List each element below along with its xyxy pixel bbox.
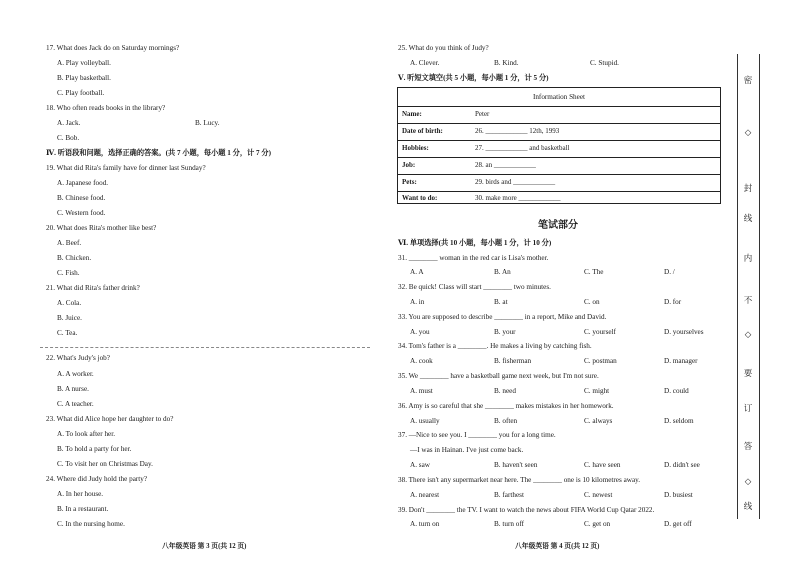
q33-option-b: B. your <box>494 328 516 336</box>
info-value-pets: 29. birds and ____________ <box>475 178 556 186</box>
q37-option-d: D. didn't see <box>664 461 700 469</box>
q34-text: 34. Tom's father is a ________. He makes a living by catching fish. <box>398 342 592 350</box>
q34-option-b: B. fisherman <box>494 357 532 365</box>
q19-option-b: B. Chinese food. <box>57 194 106 202</box>
strip-char: 封 <box>743 184 753 194</box>
q32-option-d: D. for <box>664 298 682 306</box>
q20-option-a: A. Beef. <box>57 239 82 247</box>
section-6-heading: Ⅵ. 单项选择(共 10 小题，每小题 1 分，计 10 分) <box>398 239 552 247</box>
q18-option-a: A. Jack. <box>57 119 81 127</box>
strip-char: 线 <box>743 214 753 224</box>
q20-option-c: C. Fish. <box>57 269 80 277</box>
q35-option-d: D. could <box>664 387 689 395</box>
q33-option-c: C. yourself <box>584 328 616 336</box>
q32-option-c: C. on <box>584 298 600 306</box>
q19-option-a: A. Japanese food. <box>57 179 109 187</box>
section-5-heading: Ⅴ. 听短文填空(共 5 小题，每小题 1 分，计 5 分) <box>398 74 549 82</box>
q24-option-a: A. In her house. <box>57 490 104 498</box>
q21-option-b: B. Juice. <box>57 314 82 322</box>
q35-option-c: C. might <box>584 387 610 395</box>
q22-option-b: B. A nurse. <box>57 385 89 393</box>
q24-option-c: C. In the nursing home. <box>57 520 125 528</box>
q34-option-a: A. cook <box>410 357 433 365</box>
q38-option-a: A. nearest <box>410 491 440 499</box>
q23-option-c: C. To visit her on Christmas Day. <box>57 460 153 468</box>
information-sheet-title: Information Sheet <box>532 93 586 101</box>
q36-text: 36. Amy is so careful that she ________ makes mistakes in her homework. <box>398 402 614 410</box>
q35-option-b: B. need <box>494 387 516 395</box>
q32-option-b: B. at <box>494 298 508 306</box>
q17-option-a: A. Play volleyball. <box>57 59 111 67</box>
q25-text: 25. What do you think of Judy? <box>398 44 489 52</box>
strip-char: 密 <box>743 76 753 86</box>
q17-text: 17. What does Jack do on Saturday mornings? <box>46 44 180 52</box>
q22-option-c: C. A teacher. <box>57 400 94 408</box>
info-label-job: Job: <box>402 161 416 169</box>
q32-option-a: A. in <box>410 298 425 306</box>
q25-option-a: A. Clever. <box>410 59 440 67</box>
binding-strip-right-border <box>759 54 760 519</box>
q37-text: 37. —Nice to see you. I ________ you for a long time. <box>398 431 556 439</box>
info-label-hobbies: Hobbies: <box>402 144 429 152</box>
q20-option-b: B. Chicken. <box>57 254 92 262</box>
q23-text: 23. What did Alice hope her daughter to do? <box>46 415 174 423</box>
q17-option-c: C. Play football. <box>57 89 105 97</box>
q22-option-a: A. A worker. <box>57 370 94 378</box>
q19-option-c: C. Western food. <box>57 209 106 217</box>
information-sheet-table <box>397 87 721 204</box>
q39-option-c: C. get on <box>584 520 611 528</box>
page-footer-right: 八年级英语 第 4 页(共 12 页) <box>515 543 600 550</box>
section-divider <box>40 347 370 348</box>
q23-option-b: B. To hold a party for her. <box>57 445 132 453</box>
q33-text: 33. You are supposed to describe ________ in a report, Mike and David. <box>398 313 607 321</box>
info-value-want: 30. make more ____________ <box>475 194 561 202</box>
info-value-birth: 26. ____________ 12th, 1993 <box>475 127 560 135</box>
strip-char: 要 <box>743 369 753 379</box>
q18-text: 18. Who often reads books in the library? <box>46 104 166 112</box>
q39-option-a: A. turn on <box>410 520 440 528</box>
q37-option-c: C. have seen <box>584 461 621 469</box>
q21-option-a: A. Cola. <box>57 299 82 307</box>
strip-char: 订 <box>743 404 753 414</box>
q34-option-c: C. postman <box>584 357 617 365</box>
q33-option-d: D. yourselves <box>664 328 704 336</box>
q32-text: 32. Be quick! Class will start ________ two minutes. <box>398 283 551 291</box>
q38-option-b: B. farthest <box>494 491 524 499</box>
q31-option-b: B. An <box>494 268 511 276</box>
info-label-pets: Pets: <box>402 178 417 186</box>
q31-option-d: D. / <box>664 268 675 276</box>
strip-char: 内 <box>743 254 753 264</box>
strip-char: 答 <box>743 442 753 452</box>
q39-option-d: D. get off <box>664 520 692 528</box>
q36-option-c: C. always <box>584 417 613 425</box>
q31-text: 31. ________ woman in the red car is Lisa's mother. <box>398 254 549 262</box>
q22-text: 22. What's Judy's job? <box>46 354 110 362</box>
section-4-heading: Ⅳ. 听语段和问题，选择正确的答案。(共 7 小题，每小题 1 分，计 7 分) <box>46 149 271 157</box>
strip-char: 线 <box>743 502 753 512</box>
written-part-title: 笔试部分 <box>538 220 578 231</box>
q37-text-line2: —I was in Hainan. I've just come back. <box>410 446 524 454</box>
strip-diamond: ◇ <box>744 477 752 487</box>
q34-option-d: D. manager <box>664 357 698 365</box>
info-value-job: 28. an ____________ <box>475 161 536 169</box>
q18-option-c: C. Bob. <box>57 134 80 142</box>
strip-char: 不 <box>743 296 753 306</box>
q25-option-c: C. Stupid. <box>590 59 619 67</box>
q25-option-b: B. Kind. <box>494 59 519 67</box>
q39-text: 39. Don't ________ the TV. I want to watch the news about FIFA World Cup Qatar 2022. <box>398 506 655 514</box>
q21-option-c: C. Tea. <box>57 329 78 337</box>
q18-option-b: B. Lucy. <box>195 119 220 127</box>
binding-strip-left-border <box>737 54 738 519</box>
q38-option-d: D. busiest <box>664 491 693 499</box>
page-footer-left: 八年级英语 第 3 页(共 12 页) <box>162 543 247 550</box>
q35-option-a: A. must <box>410 387 433 395</box>
q31-option-c: C. The <box>584 268 604 276</box>
q38-text: 38. There isn't any supermarket near here. The ________ one is 10 kilometres away. <box>398 476 641 484</box>
q19-text: 19. What did Rita's family have for dinner last Sunday? <box>46 164 206 172</box>
q17-option-b: B. Play basketball. <box>57 74 111 82</box>
q24-text: 24. Where did Judy hold the party? <box>46 475 148 483</box>
q21-text: 21. What did Rita's father drink? <box>46 284 140 292</box>
info-label-name: Name: <box>402 110 422 118</box>
q23-option-a: A. To look after her. <box>57 430 116 438</box>
q37-option-b: B. haven't seen <box>494 461 538 469</box>
info-value-hobbies: 27. ____________ and basketball <box>475 144 570 152</box>
q36-option-a: A. usually <box>410 417 440 425</box>
q33-option-a: A. you <box>410 328 430 336</box>
q36-option-b: B. often <box>494 417 518 425</box>
info-label-want: Want to do: <box>402 194 438 202</box>
q37-option-a: A. saw <box>410 461 430 469</box>
q31-option-a: A. A <box>410 268 424 276</box>
q20-text: 20. What does Rita's mother like best? <box>46 224 157 232</box>
q39-option-b: B. turn off <box>494 520 525 528</box>
strip-diamond: ◇ <box>744 330 752 340</box>
info-value-name: Peter <box>475 110 490 118</box>
info-label-birth: Date of birth: <box>402 127 443 135</box>
q35-text: 35. We ________ have a basketball game next week, but I'm not sure. <box>398 372 599 380</box>
strip-diamond: ◇ <box>744 128 752 138</box>
q38-option-c: C. newest <box>584 491 613 499</box>
q36-option-d: D. seldom <box>664 417 694 425</box>
q24-option-b: B. In a restaurant. <box>57 505 109 513</box>
